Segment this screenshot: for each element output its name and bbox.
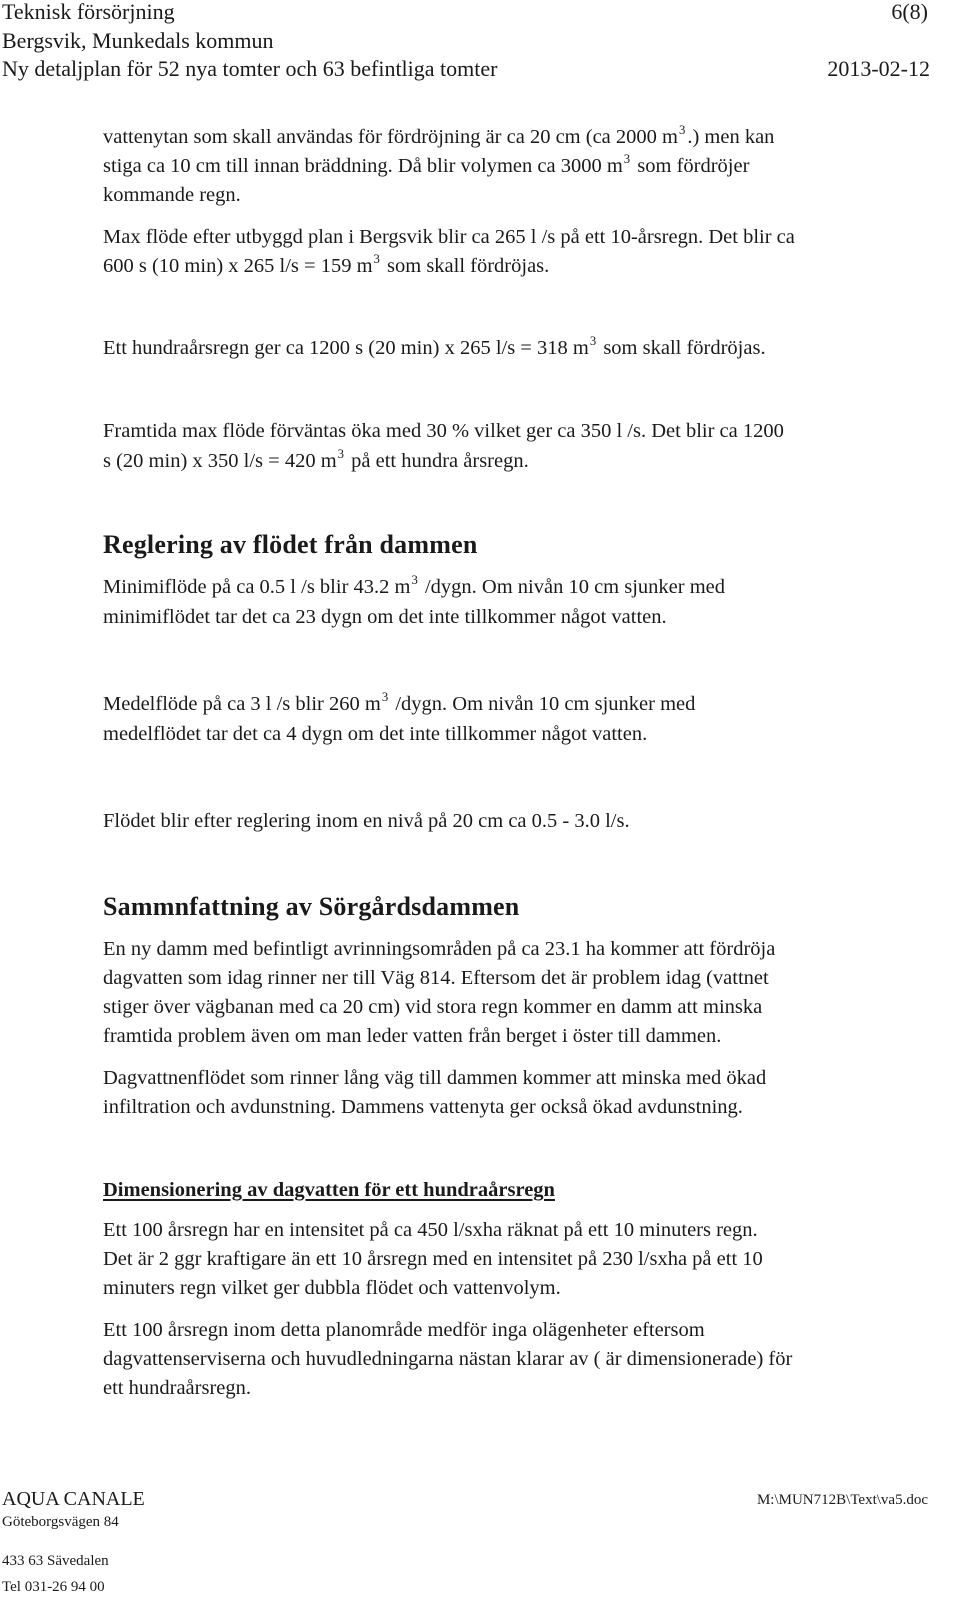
footer-city: 433 63 Sävedalen: [2, 1553, 109, 1569]
text-line: kommande regn.: [103, 184, 241, 206]
text-line: s (20 min) x 350 l/s = 420 $m^3$ på ett hundra årsregn.: [103, 447, 529, 472]
text-line: ett hundraårsregn.: [103, 1377, 251, 1399]
text-line: framtida problem även om man leder vatten från berget i öster till dammen.: [103, 1025, 722, 1047]
text-line: Ett 100 årsregn har en intensitet på ca 450 l/sxha räknat på ett 10 minuters regn.: [103, 1219, 758, 1241]
text-line: Flödet blir efter reglering inom en nivå på 20 cm ca 0.5 - 3.0 l/s.: [103, 810, 630, 832]
footer-phone: Tel 031-26 94 00: [2, 1579, 105, 1595]
header-date: 2013-02-12: [827, 56, 930, 81]
footer-file-path: M:\MUN712B\Text\va5.doc: [756, 1492, 928, 1508]
text-line: Max flöde efter utbyggd plan i Bergsvik blir ca 265 l /s på ett 10-årsregn. Det blir ca: [103, 226, 795, 248]
text-line: Det är 2 ggr kraftigare än ett 10 årsregn med en intensitet på 230 l/sxha på ett 10: [103, 1248, 763, 1270]
header-title: Teknisk försörjning: [2, 0, 175, 24]
text-line: stiga ca 10 cm till innan bräddning. Då blir volymen ca 3000 $m^3$ som fördröjer: [103, 152, 750, 177]
text-line: 600 s (10 min) x 265 l/s = 159 $m^3$ som skall fördröjas.: [103, 252, 550, 277]
text-line: stiger över vägbanan med ca 20 cm) vid stora regn kommer en damm att minska: [103, 996, 763, 1018]
heading-reglering: Reglering av flödet från dammen: [103, 530, 478, 559]
text-line: vattenytan som skall användas för fördröjning är ca 20 cm (ca 2000 $m^3$.) men kan: [103, 123, 775, 148]
text-line: Framtida max flöde förväntas öka med 30 % vilket ger ca 350 l /s. Det blir ca 1200: [103, 420, 784, 442]
text-line: En ny damm med befintligt avrinningsområden på ca 23.1 ha kommer att fördröja: [103, 938, 776, 960]
text-line: medelflödet tar det ca 4 dygn om det inte tillkommer något vatten.: [103, 723, 648, 745]
footer-company: AQUA CANALE: [2, 1488, 145, 1510]
text-line: minuters regn vilket ger dubbla flödet och vattenvolym.: [103, 1277, 561, 1299]
footer-street: Göteborgsvägen 84: [2, 1514, 119, 1530]
text-line: dagvattenserviserna och huvudledningarna nästan klarar av ( är dimensionerade) för: [103, 1348, 793, 1370]
header-location: Bergsvik, Munkedals kommun: [2, 28, 274, 53]
text-line: Ett hundraårsregn ger ca 1200 s (20 min) x 265 l/s = 318 $m^3$ som skall fördröjas.: [103, 334, 766, 359]
text-line: Dagvattnenflödet som rinner lång väg till dammen kommer att minska med ökad: [103, 1067, 767, 1089]
header-plan: Ny detaljplan för 52 nya tomter och 63 befintliga tomter: [2, 56, 498, 81]
text-line: Minimiflöde på ca 0.5 l /s blir 43.2 $m^3$ /dygn. Om nivån 10 cm sjunker med: [103, 573, 726, 598]
text-line: Medelflöde på ca 3 l /s blir 260 $m^3$ /dygn. Om nivån 10 cm sjunker med: [103, 690, 696, 715]
text-line: dagvatten som idag rinner ner till Väg 814. Eftersom det är problem idag (vattnet: [103, 967, 769, 989]
text-line: infiltration och avdunstning. Dammens vattenyta ger också ökad avdunstning.: [103, 1096, 743, 1118]
text-line: minimiflödet tar det ca 23 dygn om det inte tillkommer något vatten.: [103, 606, 667, 628]
heading-sammanfattning: Sammnfattning av Sörgårdsdammen: [103, 892, 520, 921]
text-line: Ett 100 årsregn inom detta planområde medför inga olägenheter eftersom: [103, 1319, 705, 1341]
heading-dimensionering: Dimensionering av dagvatten för ett hundraårsregn: [103, 1179, 555, 1201]
page-number: 6(8): [891, 0, 928, 24]
